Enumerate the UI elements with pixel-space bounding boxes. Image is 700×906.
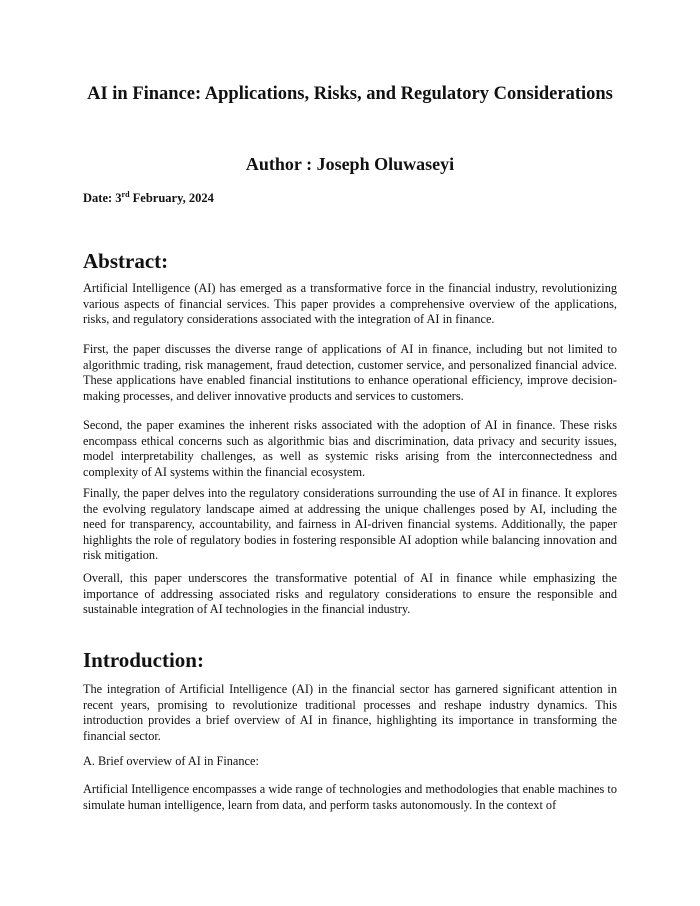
date-line xyxy=(83,191,214,206)
date-prefix: Date: 3 xyxy=(83,191,122,205)
abstract-paragraph-2: First, the paper discusses the diverse range of applications of AI in finance, including but not limited to algorithmic trading, risk management, fraud detection, customer service, and personalized financial advice. These applications have enabled financial institutions to enhance operational efficiency, improve decision-making processes, and deliver innovative products and services to customers. xyxy=(83,342,617,403)
introduction-paragraph-2: Artificial Intelligence encompasses a wide range of technologies and methodologies that enable machines to simulate human intelligence, learn from data, and perform tasks autonomously. In the context of xyxy=(83,782,617,812)
abstract-paragraph-4: Finally, the paper delves into the regulatory considerations surrounding the use of AI in finance. It explores the evolving regulatory landscape aimed at addressing the unique challenges posed by AI, including the need for transparency, accountability, and fairness in AI-driven financial systems. Additionally, the paper highlights the role of regulatory bodies in fostering responsible AI adoption while balancing innovation and risk mitigation. xyxy=(83,486,617,563)
introduction-paragraph-1: The integration of Artificial Intelligence (AI) in the financial sector has garnered significant attention in recent years, promising to revolutionize traditional processes and reshape industry dynamics. This introduction provides a brief overview of AI in finance, highlighting its importance in transforming the financial sector. xyxy=(83,682,617,743)
author-line: Author : Joseph Oluwaseyi xyxy=(245,154,455,174)
abstract-paragraph-1: Artificial Intelligence (AI) has emerged as a transformative force in the financial industry, revolutionizing various aspects of financial services. This paper provides a comprehensive overview of the applications, risks, and regulatory considerations associated with the integration of AI in finance. xyxy=(83,281,617,327)
paper-title: AI in Finance: Applications, Risks, and Regulatory Considerations xyxy=(87,84,613,104)
introduction-subheading: A. Brief overview of AI in Finance: xyxy=(83,754,259,768)
abstract-paragraph-3: Second, the paper examines the inherent risks associated with the adoption of AI in finance. These risks encompass ethical concerns such as algorithmic bias and discrimination, data privacy and security issues, model interpretability challenges, as well as systemic risks arising from the interconnectedness and complexity of AI systems within the financial ecosystem. xyxy=(83,418,617,479)
abstract-heading: Abstract: xyxy=(83,249,169,273)
introduction-heading: Introduction: xyxy=(83,648,204,672)
date-ordinal-suffix: rd xyxy=(121,189,130,199)
abstract-paragraph-5: Overall, this paper underscores the transformative potential of AI in finance while emphasizing the importance of addressing associated risks and regulatory considerations to ensure the responsible and sustainable integration of AI technologies in the financial industry. xyxy=(83,571,617,617)
date-rest: February, 2024 xyxy=(129,191,214,205)
